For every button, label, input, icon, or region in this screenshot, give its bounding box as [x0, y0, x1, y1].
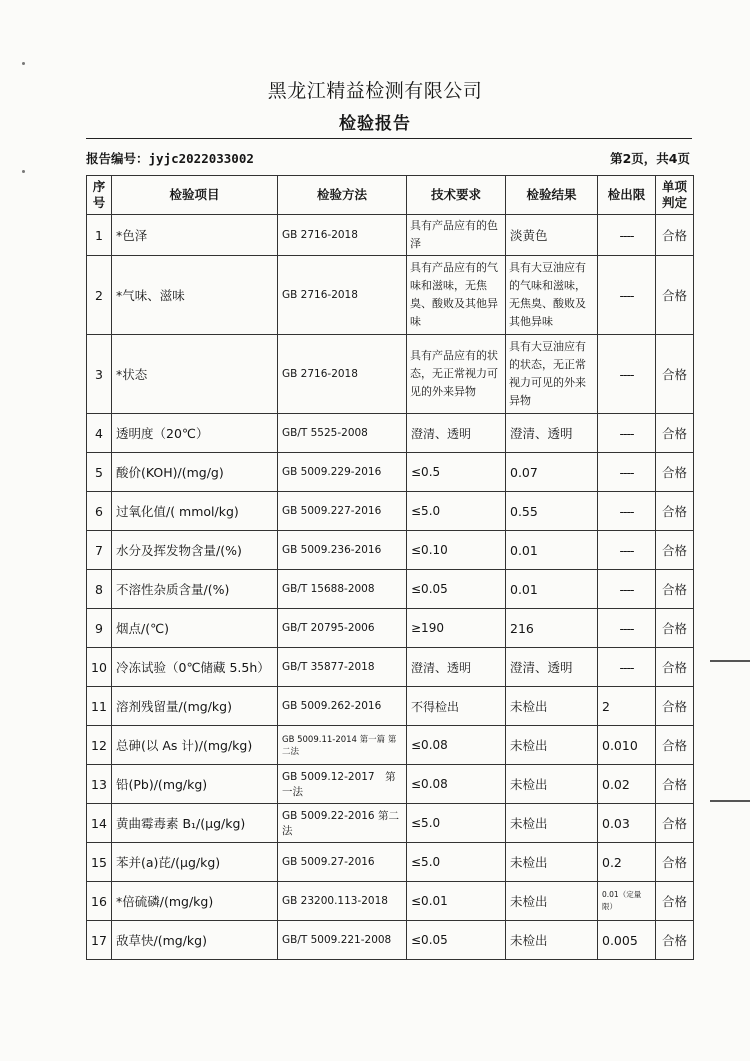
cell-judgment: 合格: [656, 414, 694, 453]
cell-item: 铅(Pb)/(mg/kg): [112, 765, 278, 804]
cell-result: 0.01: [506, 531, 598, 570]
cell-item: 不溶性杂质含量/(%): [112, 570, 278, 609]
cell-result: 0.07: [506, 453, 598, 492]
table-row: [87, 531, 694, 570]
cell-no: 10: [87, 648, 112, 687]
cell-limit: ----: [598, 531, 656, 570]
col-header-judgment: 单项判定: [656, 176, 694, 215]
cell-result: 未检出: [506, 882, 598, 921]
table-row: [87, 335, 694, 414]
cell-no: 17: [87, 921, 112, 960]
cell-item: 水分及挥发物含量/(%): [112, 531, 278, 570]
table-row: [87, 726, 694, 765]
table-row: [87, 414, 694, 453]
cell-no: 9: [87, 609, 112, 648]
cell-no: 12: [87, 726, 112, 765]
cell-method: GB 5009.236-2016: [278, 531, 407, 570]
cell-no: 1: [87, 215, 112, 256]
cell-method: GB 2716-2018: [278, 335, 407, 414]
cell-item: 苯并(a)芘/(μg/kg): [112, 843, 278, 882]
cell-limit: 0.03: [598, 804, 656, 843]
cell-method: GB 5009.227-2016: [278, 492, 407, 531]
cell-limit: ----: [598, 215, 656, 256]
cell-requirement: 具有产品应有的气味和滋味，无焦臭、酸败及其他异味: [407, 256, 506, 335]
col-header-item: 检验项目: [112, 176, 278, 215]
cell-result: 0.01: [506, 570, 598, 609]
cell-method: GB/T 15688-2008: [278, 570, 407, 609]
cell-item: 透明度（20℃）: [112, 414, 278, 453]
cell-requirement: 不得检出: [407, 687, 506, 726]
cell-result: 未检出: [506, 726, 598, 765]
cell-limit: ----: [598, 335, 656, 414]
cell-limit: ----: [598, 648, 656, 687]
cell-method: GB 5009.22-2016 第二法: [278, 804, 407, 843]
table-row: [87, 215, 694, 256]
table-row: [87, 843, 694, 882]
cell-result: 澄清、透明: [506, 648, 598, 687]
cell-item: *状态: [112, 335, 278, 414]
cell-judgment: 合格: [656, 256, 694, 335]
cell-method: GB/T 5009.221-2008: [278, 921, 407, 960]
cell-judgment: 合格: [656, 843, 694, 882]
table-row: [87, 921, 694, 960]
cell-result: 未检出: [506, 843, 598, 882]
cell-result: 具有大豆油应有的气味和滋味，无焦臭、酸败及其他异味: [506, 256, 598, 335]
cell-method: GB 2716-2018: [278, 215, 407, 256]
cell-item: 总砷(以 As 计)/(mg/kg): [112, 726, 278, 765]
cell-item: *倍硫磷/(mg/kg): [112, 882, 278, 921]
cell-judgment: 合格: [656, 804, 694, 843]
cell-requirement: ≤0.08: [407, 765, 506, 804]
cell-no: 2: [87, 256, 112, 335]
cell-limit: ----: [598, 256, 656, 335]
cell-judgment: 合格: [656, 726, 694, 765]
cell-judgment: 合格: [656, 921, 694, 960]
table-row: [87, 648, 694, 687]
cell-item: 黄曲霉毒素 B₁/(μg/kg): [112, 804, 278, 843]
cell-method: GB 23200.113-2018: [278, 882, 407, 921]
cell-requirement: ≤5.0: [407, 804, 506, 843]
table-row: [87, 492, 694, 531]
cell-result: 淡黄色: [506, 215, 598, 256]
cell-judgment: 合格: [656, 687, 694, 726]
cell-method: GB 5009.229-2016: [278, 453, 407, 492]
cell-limit: 0.02: [598, 765, 656, 804]
scan-speck: [22, 170, 25, 173]
cell-requirement: 澄清、透明: [407, 414, 506, 453]
cell-requirement: ≤5.0: [407, 492, 506, 531]
cell-limit: ----: [598, 609, 656, 648]
cell-requirement: ≤0.08: [407, 726, 506, 765]
col-header-no: 序号: [87, 176, 112, 215]
cell-method: GB 2716-2018: [278, 256, 407, 335]
cell-method: GB 5009.262-2016: [278, 687, 407, 726]
header-rule: [86, 138, 692, 139]
cell-no: 15: [87, 843, 112, 882]
cell-limit: 0.005: [598, 921, 656, 960]
cell-judgment: 合格: [656, 765, 694, 804]
table-row: [87, 765, 694, 804]
page-indicator: 第2页，共4页: [610, 151, 690, 166]
cell-result: 未检出: [506, 687, 598, 726]
cell-no: 7: [87, 531, 112, 570]
cell-no: 11: [87, 687, 112, 726]
cell-limit: ----: [598, 453, 656, 492]
cell-item: 烟点/(℃): [112, 609, 278, 648]
table-row: [87, 804, 694, 843]
table-row: [87, 453, 694, 492]
cell-requirement: ≤0.5: [407, 453, 506, 492]
cell-requirement: ≤5.0: [407, 843, 506, 882]
report-number-label: 报告编号：: [86, 151, 149, 166]
cell-no: 16: [87, 882, 112, 921]
cell-method: GB 5009.12-2017 第一法: [278, 765, 407, 804]
cell-item: *色泽: [112, 215, 278, 256]
cell-no: 5: [87, 453, 112, 492]
table-row: [87, 687, 694, 726]
cell-judgment: 合格: [656, 492, 694, 531]
cell-no: 13: [87, 765, 112, 804]
cell-item: *气味、滋味: [112, 256, 278, 335]
cell-limit: 0.2: [598, 843, 656, 882]
col-header-result: 检验结果: [506, 176, 598, 215]
cell-item: 过氧化值/( mmol/kg): [112, 492, 278, 531]
col-header-requirement: 技术要求: [407, 176, 506, 215]
cell-no: 8: [87, 570, 112, 609]
cell-limit: ----: [598, 570, 656, 609]
cell-item: 冷冻试验（0℃储藏 5.5h）: [112, 648, 278, 687]
cell-result: 216: [506, 609, 598, 648]
col-header-method: 检验方法: [278, 176, 407, 215]
cell-judgment: 合格: [656, 570, 694, 609]
cell-judgment: 合格: [656, 882, 694, 921]
cell-requirement: ≤0.05: [407, 570, 506, 609]
col-header-limit: 检出限: [598, 176, 656, 215]
company-name: 黑龙江精益检测有限公司: [267, 80, 483, 102]
cell-no: 3: [87, 335, 112, 414]
cell-no: 6: [87, 492, 112, 531]
cell-limit: 2: [598, 687, 656, 726]
cell-limit: 0.01（定量限）: [598, 882, 656, 921]
table-row: [87, 570, 694, 609]
cell-judgment: 合格: [656, 609, 694, 648]
cell-requirement: ≤0.01: [407, 882, 506, 921]
cell-judgment: 合格: [656, 531, 694, 570]
cell-item: 溶剂残留量/(mg/kg): [112, 687, 278, 726]
inspection-table: [86, 175, 694, 960]
cell-method: GB/T 5525-2008: [278, 414, 407, 453]
cell-limit: 0.010: [598, 726, 656, 765]
cell-requirement: 具有产品应有的色泽: [407, 215, 506, 256]
cell-method: GB/T 20795-2006: [278, 609, 407, 648]
cell-requirement: 具有产品应有的状态，无正常视力可见的外来异物: [407, 335, 506, 414]
cell-result: 未检出: [506, 765, 598, 804]
cell-result: 未检出: [506, 804, 598, 843]
cell-judgment: 合格: [656, 453, 694, 492]
cell-requirement: ≥190: [407, 609, 506, 648]
cell-requirement: 澄清、透明: [407, 648, 506, 687]
cell-result: 具有大豆油应有的状态，无正常视力可见的外来异物: [506, 335, 598, 414]
cell-item: 酸价(KOH)/(mg/g): [112, 453, 278, 492]
cell-requirement: ≤0.05: [407, 921, 506, 960]
report-number: [86, 149, 254, 167]
table-row: [87, 609, 694, 648]
cell-result: 未检出: [506, 921, 598, 960]
report-number-value: jyjc2022033002: [148, 151, 254, 166]
table-row: [87, 256, 694, 335]
cell-no: 4: [87, 414, 112, 453]
cell-no: 14: [87, 804, 112, 843]
document-title: 检验报告: [339, 114, 411, 134]
table-header-row: [87, 176, 694, 215]
cell-judgment: 合格: [656, 648, 694, 687]
cell-method: GB/T 35877-2018: [278, 648, 407, 687]
cell-method: GB 5009.27-2016: [278, 843, 407, 882]
edge-mark: [710, 800, 750, 802]
cell-item: 敌草快/(mg/kg): [112, 921, 278, 960]
cell-judgment: 合格: [656, 335, 694, 414]
cell-method: GB 5009.11-2014 第一篇 第二法: [278, 726, 407, 765]
scan-speck: [22, 62, 25, 65]
cell-result: 0.55: [506, 492, 598, 531]
cell-requirement: ≤0.10: [407, 531, 506, 570]
cell-limit: ----: [598, 492, 656, 531]
cell-judgment: 合格: [656, 215, 694, 256]
edge-mark: [710, 660, 750, 662]
table-row: [87, 882, 694, 921]
cell-limit: ----: [598, 414, 656, 453]
cell-result: 澄清、透明: [506, 414, 598, 453]
